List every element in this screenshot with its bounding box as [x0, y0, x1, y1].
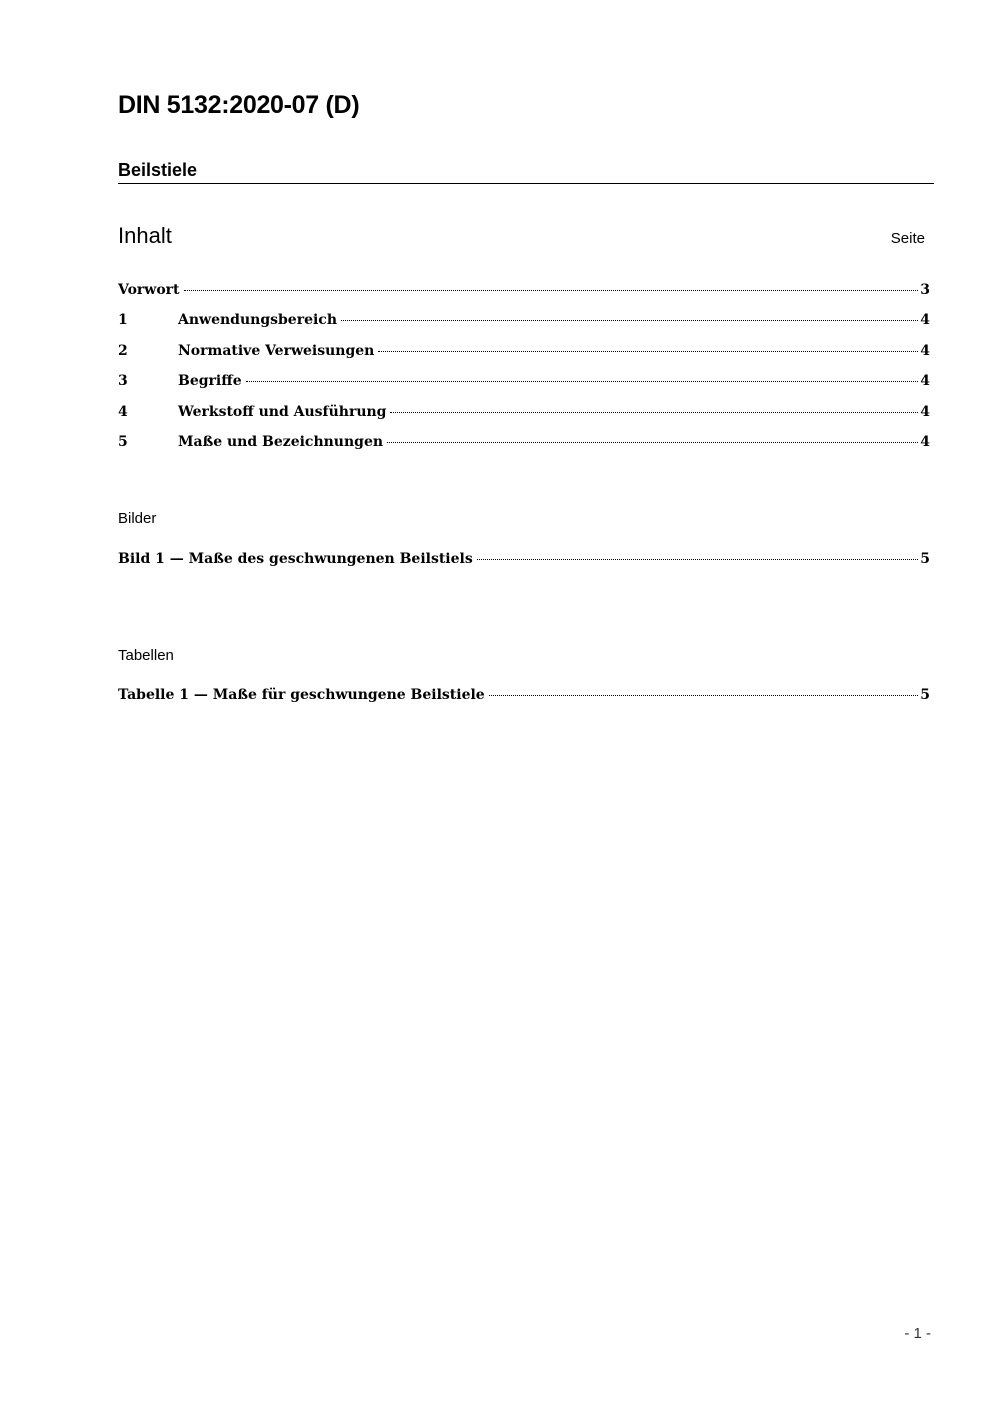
document-id: DIN 5132:2020-07 (D)	[118, 91, 360, 119]
tables-section-label: Tabellen	[118, 647, 174, 664]
tables-list	[118, 684, 930, 714]
toc-entry-page: 4	[920, 403, 930, 420]
dot-leader	[489, 695, 919, 696]
table-entry-page: 5	[920, 687, 930, 703]
toc-entry-title: Maße und Bezeichnungen	[178, 433, 384, 450]
toc-entry-title: Vorwort	[118, 282, 180, 298]
toc-entry-page: 4	[920, 312, 930, 329]
dot-leader	[477, 559, 919, 560]
toc-entry-number: 4	[118, 403, 128, 420]
page-column-label: Seite	[890, 230, 925, 247]
document-subject: Beilstiele	[118, 158, 934, 184]
toc-entry-title: Normative Verweisungen	[178, 342, 375, 359]
dot-leader	[387, 442, 918, 443]
toc-entry-anwendungsbereich[interactable]	[118, 309, 930, 339]
toc-entry-page: 4	[920, 373, 930, 390]
toc-entry-number: 2	[118, 342, 128, 359]
toc-list	[118, 279, 930, 461]
toc-entry-begriffe[interactable]	[118, 370, 930, 400]
dot-leader	[184, 290, 919, 291]
toc-entry-page: 4	[920, 433, 930, 450]
page-number: - 1 -	[904, 1325, 931, 1342]
dot-leader	[341, 320, 918, 321]
toc-entry-page: 3	[920, 282, 930, 298]
toc-entry-title: Anwendungsbereich	[178, 312, 337, 329]
figures-list	[118, 548, 930, 578]
figure-entry-bild-1[interactable]	[118, 548, 930, 578]
toc-entry-title: Werkstoff und Ausführung	[178, 403, 387, 420]
table-entry-tabelle-1[interactable]	[118, 684, 930, 714]
figure-entry-title: Bild 1 — Maße des geschwungenen Beilstiels	[118, 551, 473, 567]
dot-leader	[390, 412, 918, 413]
toc-entry-number: 3	[118, 373, 128, 390]
toc-entry-number: 5	[118, 433, 128, 450]
toc-heading: Inhalt	[118, 223, 172, 248]
table-entry-title: Tabelle 1 — Maße für geschwungene Beilstiele	[118, 687, 485, 703]
toc-entry-page: 4	[920, 342, 930, 359]
toc-entry-masse[interactable]	[118, 431, 930, 461]
toc-entry-normative-verweisungen[interactable]	[118, 340, 930, 370]
figure-entry-page: 5	[920, 551, 930, 567]
dot-leader	[378, 351, 918, 352]
dot-leader	[246, 381, 919, 382]
toc-entry-vorwort[interactable]	[118, 279, 930, 309]
toc-entry-werkstoff[interactable]	[118, 401, 930, 431]
figures-section-label: Bilder	[118, 510, 157, 527]
toc-entry-number: 1	[118, 312, 128, 329]
toc-entry-title: Begriffe	[178, 373, 242, 390]
